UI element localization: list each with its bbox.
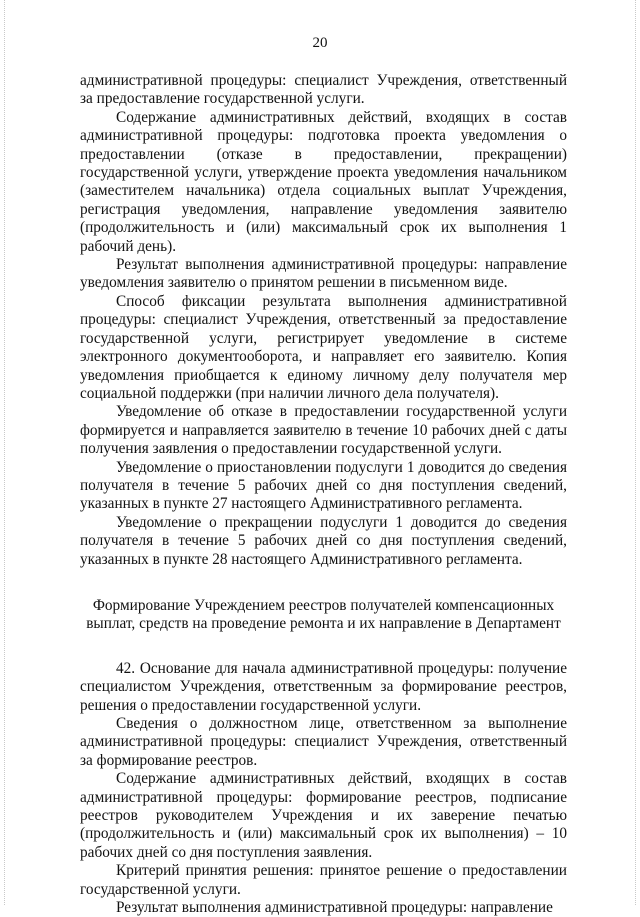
scan-edge-left (4, 0, 5, 905)
paragraph-numbered: 42. Основание для начала административной процедуры: получение специалистом Учреждения, ответственным за формирование реестров, решения о предоставлении государственной услуги. (80, 659, 567, 714)
paragraph: Содержание административных действий, входящих в состав административной процедуры: подготовка проекта уведомления о предоставлении (отказе в предоставлении, прекращении) государственной услуги, утверждение проекта уведомления начальником (заместителем начальника) отдела социальных выплат Учреждения, регистрация уведомления, направление уведомления заявителю (продолжительность и (или) максимальный срок их выполнения 1 рабочий день). (80, 108, 567, 255)
paragraph: Содержание административных действий, входящих в состав административной процедуры: формирование реестров, подписание реестров руководителем Учреждения и их заверение печатью (продолжительность и (или) максимальный срок их выполнения) – 10 рабочих дней со дня поступления заявления. (80, 770, 567, 861)
paragraph: Уведомление о прекращении подуслуги 1 доводится до сведения получателя в течение 5 рабочих дней со дня поступления сведений, указанных в пункте 28 настоящего Административного регламента. (80, 513, 567, 568)
paragraph: Уведомление об отказе в предоставлении государственной услуги формируется и направляется заявителю в течение 10 рабочих дней с даты получения заявления о предоставлении государственной услуги. (80, 403, 567, 458)
section-heading-line-1: Формирование Учреждением реестров получателей компенсационных (92, 596, 555, 614)
paragraph: Уведомление о приостановлении подуслуги 1 доводится до сведения получателя в течение 5 рабочих дней со дня поступления сведений, указанных в пункте 27 настоящего Административного регламента. (80, 458, 567, 513)
document-body (80, 72, 567, 917)
section-heading (80, 597, 567, 634)
paragraph: Сведения о должностном лице, ответственном за выполнение административной процедуры: специалист Учреждения, ответственный за формирование реестров. (80, 715, 567, 769)
paragraph: Способ фиксации результата выполнения административной процедуры: специалист Учреждения, ответственный за предоставление государственной услуги, регистрирует уведомление в системе электронного документооборота, и направляет его заявителю. Копия уведомления приобщается к единому личному делу получателя мер социальной поддержки (при наличии личного дела получателя). (80, 292, 567, 402)
page-number: 20 (312, 35, 328, 51)
paragraph: Критерий принятия решения: принятое решение о предоставлении государственной услуги. (80, 862, 567, 898)
scan-edge-right (635, 0, 636, 905)
paragraph: Результат выполнения административной процедуры: направление (116, 899, 553, 917)
paragraph: Результат выполнения административной процедуры: направление уведомления заявителю о принятом решении в письменном виде. (80, 256, 567, 292)
section-heading-line-2: выплат, средств на проведение ремонта и их направление в Департамент (86, 615, 561, 633)
paragraph-continuation: административной процедуры: специалист Учреждения, ответственный за предоставление государственной услуги. (80, 72, 567, 108)
